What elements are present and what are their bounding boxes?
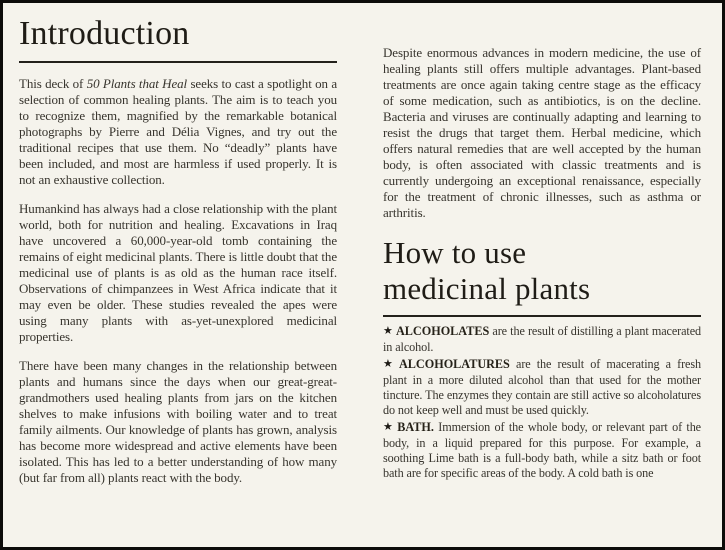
bullet-alcoholates-text: are the result of distilling a plant macerated in alcohol. [383,324,701,354]
bullet-bath-text: Immersion of the whole body, or relevant part of the body, in a liquid prepared for this purpose. For example, a soothing Lime bath is a full-body bath, while a sitz bath or foot bath are for specific areas of the body. A cold bath is one [383,420,701,480]
bullet-bath [383,420,701,481]
intro-paragraph-3: There have been many changes in the relationship between plants and humans since the days when our great-great-grandmothers used healing plants from jars on the kitchen shelves to make infusions with boiling water and to treat family ailments. Our knowledge of plants has grown, analysis has become more widespread and active elements have been isolated. This has led to a better understanding of how many (but far from all) plants react with the body. [19,358,337,486]
howto-heading-line-2: medicinal plants [383,271,591,306]
usage-bullet-list [383,324,701,481]
intro-paragraph-2: Humankind has always had a close relationship with the plant world, both for nutrition and healing. Excavations in Iraq have uncovered a 60,000-year-old tomb containing the remains of eight medicinal plants. There is little doubt that the medicinal use of plants is as old as the human race itself. Observations of chimpanzees in West Africa indicate that it may even be older. These studies revealed the apes were using many plants with as-yet-unexplored medicinal properties. [19,201,337,345]
intro-paragraph-1 [19,76,337,188]
right-column [383,13,701,541]
modern-medicine-paragraph: Despite enormous advances in modern medicine, the use of healing plants still offers multiple advantages. Plant-based treatments are once again taking centre stage as the efficacy of some medication, such as antibiotics, is on the decline. Bacteria and viruses are continually adapting and learning to resist the drugs that target them. Herbal medicine, which offers natural remedies that are well accepted by the human body, is often associated with classic treatments and is currently undergoing an exceptional renaissance, especially for the treatment of chronic illnesses, such as asthma or arthritis. [383,45,701,220]
intro-heading: Introduction [19,15,190,52]
intro-paragraph-1-post: seeks to cast a spotlight on a selection of common healing plants. The aim is to teach you to recognize them, magnified by the remarkable botanical photographs by Pierre and Délia Vignes, and try out the traditional recipes that use them. No “deadly” plants have been included, and most are harmless if used properly. It is not an exhaustive collection. [19,76,337,188]
bullet-alcoholatures-text: are the result of macerating a fresh plant in a more diluted alcohol than that used for the mother tincture. The enzymes they contain are still active so alcoholatures do not keep well and must be used quickly. [383,357,701,417]
star-icon: ★ [383,325,393,337]
howto-heading [383,235,701,307]
intro-heading-rule [19,61,337,63]
bullet-alcoholatures [383,357,701,418]
star-icon: ★ [383,358,396,370]
left-column [19,13,337,541]
bullet-alcoholatures-label: ALCOHOLATURES [399,357,510,371]
bullet-alcoholates [383,324,701,355]
bullet-bath-label: BATH. [397,420,434,434]
bullet-alcoholates-label: ALCOHOLATES [396,324,490,338]
howto-heading-line-1: How to use [383,235,527,270]
deck-title-italic: 50 Plants that Heal [86,76,188,92]
howto-heading-rule [383,315,701,317]
star-icon: ★ [383,421,395,433]
intro-paragraph-1-pre: This deck of [19,76,87,92]
